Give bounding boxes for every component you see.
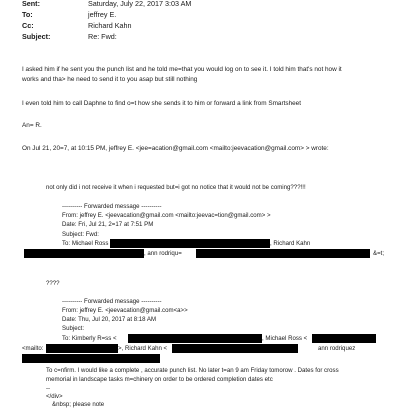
redaction-bar bbox=[46, 344, 118, 353]
cc-value: Richard Kahn bbox=[88, 21, 132, 30]
forward-separator-1: ---------- Forwarded message ---------- bbox=[62, 203, 162, 210]
closing-line-2: memorial in landscape tasks m=chinery on order to be ordered completion dates etc bbox=[46, 376, 273, 383]
closing-line-1: To c=nfirm. I would like a complete , accurate punch list. No later t=an 9 am Friday tomorow . Dates for cross bbox=[46, 367, 339, 374]
redaction-bar bbox=[24, 249, 144, 258]
quoted-line: not only did i not receive it when i requested but=i got no notice that it would not be coming???!!! bbox=[46, 184, 306, 191]
to-value: jeffrey E. bbox=[88, 10, 117, 19]
question-marks: ???? bbox=[46, 280, 60, 287]
closing-line-5: &nbsp; please note bbox=[52, 401, 105, 408]
closing-line-3: -- bbox=[46, 385, 51, 392]
signature: An= R. bbox=[22, 122, 42, 129]
redaction-bar bbox=[312, 334, 376, 343]
redaction-bar bbox=[128, 334, 262, 343]
body-paragraph-1-line-2: works and tha> he need to send it to you asap but still nothing bbox=[22, 76, 198, 83]
forward-separator-2: ---------- Forwarded message ---------- bbox=[62, 298, 162, 305]
forward-1-ann: , ann rodriqu= bbox=[144, 250, 182, 257]
body-paragraph-1-line-1: I asked him if he sent you the punch list and he told me=that you would log on to see it. I told him that's not how it bbox=[22, 66, 342, 73]
forward-2-michael: , Michael Ross < bbox=[262, 335, 308, 342]
forward-1-amp: &=t; bbox=[373, 250, 385, 257]
forward-1-from: From: jeffrey E. <jeevacation@gmail.com <mailto:jeevac=tion@gmail.com> > bbox=[62, 212, 271, 219]
redaction-bar bbox=[22, 354, 160, 363]
forward-2-subject: Subject: bbox=[62, 325, 85, 332]
sent-value: Saturday, July 22, 2017 3:03 AM bbox=[88, 0, 192, 8]
sent-label: Sent: bbox=[22, 0, 40, 8]
forward-2-mailto: <mailto: bbox=[22, 345, 44, 352]
redaction-bar bbox=[110, 239, 270, 248]
to-label: To: bbox=[22, 10, 33, 19]
forward-2-richard: >, Richard Kahn < bbox=[118, 345, 168, 352]
forward-1-date: Date: Fri, Jul 21, 2=17 at 7:51 PM bbox=[62, 221, 154, 228]
forward-1-to: To: Michael Ross bbox=[62, 240, 109, 247]
cc-label: Cc: bbox=[22, 21, 34, 30]
subject-value: Re: Fwd: bbox=[88, 32, 117, 41]
forward-2-to: To: Kimberly R=ss < bbox=[62, 335, 117, 342]
body-paragraph-2: I even told him to call Daphne to find o=t how she sends it to him or forward a link from Smartsheet bbox=[22, 100, 302, 107]
forward-2-date: Date: Thu, Jul 20, 2017 at 8:18 AM bbox=[62, 316, 157, 323]
forward-2-from: From: jeffrey E. <jeevacation@gmail.com<a>> bbox=[62, 307, 188, 314]
forward-2-ann: ann rodriquez bbox=[318, 345, 356, 352]
closing-line-4: </div> bbox=[46, 393, 63, 400]
subject-label: Subject: bbox=[22, 32, 51, 41]
redaction-bar bbox=[172, 344, 298, 353]
forward-1-to-richard: , Richard Kahn bbox=[270, 240, 311, 247]
reply-header: On Jul 21, 20=7, at 10:15 PM, jeffrey E. <jee=acation@gmail.com <mailto:jeevacation@gmail.com> > wrote: bbox=[22, 145, 329, 152]
forward-1-subject: Subject: Fwd: bbox=[62, 231, 99, 238]
redaction-bar bbox=[196, 249, 370, 258]
